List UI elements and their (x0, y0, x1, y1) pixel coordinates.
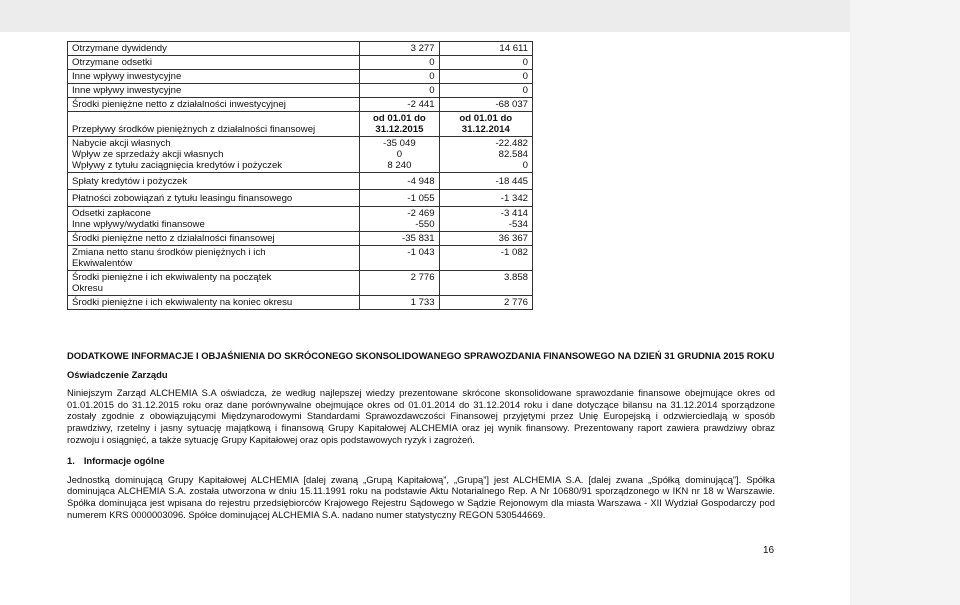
table-row (68, 98, 533, 112)
row-label: Środki pieniężne i ich ekwiwalenty na koniec okresu (68, 296, 360, 310)
top-margin-band (0, 0, 960, 32)
row-label: Zmiana netto stanu środków pieniężnych i ich Ekwiwalentów (68, 246, 360, 271)
value-2015: 0 (360, 56, 439, 70)
management-statement-heading: Oświadczenie Zarządu (67, 368, 168, 380)
financing-section-label: Przepływy środków pieniężnych z działalności finansowej (68, 112, 360, 137)
table-row (68, 246, 533, 271)
value-2015: 1 733 (360, 296, 439, 310)
management-statement-text: Niniejszym Zarząd ALCHEMIA S.A oświadcza, że według najlepszej wiedzy prezentowane skrócone skonsolidowane sprawozdanie finansowe obejmujące okres od 01.01.2015 do 31.12.2015 roku oraz dane porównywalne obejmujące okres od 01.01.2014 do 31.12.2014 roku i dane dotyczące bilansu na 31.12.2014 sporządzone zostały zgodnie z obowiązującymi Międzynarodowymi Standardami Sprawozdawczości Finansowej przyjętymi przez Unię Europejską i odzwierciedlają w sposób prawdziwy, rzetelny i jasny sytuację majątkową i finansową Grupy Kapitałowej ALCHEMIA oraz jej wynik finansowy. Prezentowany raport zawiera prawdziwy obraz rozwoju i osiągnięć, a także sytuację Grupy Kapitałowej oraz opis podstawowych ryzyk i zagrożeń. (67, 387, 775, 445)
value-2014: -1 342 (439, 190, 532, 207)
value-2015: 2 776 (360, 271, 439, 296)
value-2014: 0 (439, 84, 532, 98)
value-2014: -3 414 -534 (439, 207, 532, 232)
row-label: Środki pieniężne netto z działalności inwestycyjnej (68, 98, 360, 112)
table-row (68, 173, 533, 190)
general-info-heading (67, 455, 775, 467)
value-2014: 3.858 (439, 271, 532, 296)
row-label: Środki pieniężne netto z działalności finansowej (68, 232, 360, 246)
table-row (68, 56, 533, 70)
value-2014: 0 (439, 56, 532, 70)
value-2015: -2 469 -550 (360, 207, 439, 232)
row-label: Otrzymane odsetki (68, 56, 360, 70)
period-header-2015: od 01.01 do 31.12.2015 (360, 112, 439, 137)
value-2014: -1 082 (439, 246, 532, 271)
row-label: Inne wpływy inwestycyjne (68, 70, 360, 84)
table-row (68, 271, 533, 296)
value-2015: -4 948 (360, 173, 439, 190)
financing-values-2015: -35 049 0 8 240 (360, 137, 439, 173)
table-row (68, 232, 533, 246)
row-label: Otrzymane dywidendy (68, 42, 360, 56)
value-2015: 0 (360, 70, 439, 84)
value-2015: -2 441 (360, 98, 439, 112)
row-label: Płatności zobowiązań z tytułu leasingu finansowego (68, 190, 360, 207)
row-label: Spłaty kredytów i pożyczek (68, 173, 360, 190)
period-header-2014: od 01.01 do 31.12.2014 (439, 112, 532, 137)
row-label: Odsetki zapłacone Inne wpływy/wydatki finansowe (68, 207, 360, 232)
general-info-text: Jednostką dominującą Grupy Kapitałowej ALCHEMIA [dalej zwaną „Grupą Kapitałową”, „Grupą”] jest ALCHEMIA S.A. [dalej zwana „Spółką dominującą”]. Spółka dominująca ALCHEMIA S.A. została utworzona w dniu 15.11.1991 roku na podstawie Aktu Notarialnego Rep. A Nr 10680/91 sporządzonego w IKN nr 18 w Warszawie. Spółka dominująca jest wpisana do rejestru przedsiębiorców Krajowego Rejestru Sądowego w Sądzie Rejonowym dla miasta Warszawa - XII Wydział Gospodarczy pod numerem KRS 0000003096. Spółce dominującej ALCHEMIA S.A. nadano numer statystyczny REGON 530544669. (67, 473, 775, 520)
right-margin-band (850, 0, 960, 605)
section-number: 1. (67, 455, 75, 467)
table-row (68, 70, 533, 84)
table-row (68, 190, 533, 207)
value-2015: -1 043 (360, 246, 439, 271)
notes-title: DODATKOWE INFORMACJE I OBJAŚNIENIA DO SKRÓCONEGO SKONSOLIDOWANEGO SPRAWOZDANIA FINANSOWEGO NA DZIEŃ 31 GRUDNIA 2015 ROKU (67, 350, 775, 361)
value-2015: -35 831 (360, 232, 439, 246)
row-label: Środki pieniężne i ich ekwiwalenty na początek Okresu (68, 271, 360, 296)
value-2014: 0 (439, 70, 532, 84)
value-2014: -68 037 (439, 98, 532, 112)
table-row (68, 296, 533, 310)
value-2014: -18 445 (439, 173, 532, 190)
row-label: Inne wpływy inwestycyjne (68, 84, 360, 98)
value-2015: 3 277 (360, 42, 439, 56)
notes-section (67, 350, 775, 520)
cash-flow-table (67, 41, 533, 310)
financing-header-row (68, 112, 533, 137)
financing-values-2014: -22.482 82.584 0 (439, 137, 532, 173)
section-title: Informacje ogólne (83, 455, 165, 467)
financing-items-row (68, 137, 533, 173)
value-2015: -1 055 (360, 190, 439, 207)
page-number: 16 (763, 545, 775, 556)
value-2015: 0 (360, 84, 439, 98)
interest-row (68, 207, 533, 232)
table-row (68, 84, 533, 98)
value-2014: 14 611 (439, 42, 532, 56)
table-row (68, 42, 533, 56)
value-2014: 2 776 (439, 296, 532, 310)
value-2014: 36 367 (439, 232, 532, 246)
financing-item-labels: Nabycie akcji własnych Wpływ ze sprzedaży akcji własnych Wpływy z tytułu zaciągnięcia kredytów i pożyczek (68, 137, 360, 173)
